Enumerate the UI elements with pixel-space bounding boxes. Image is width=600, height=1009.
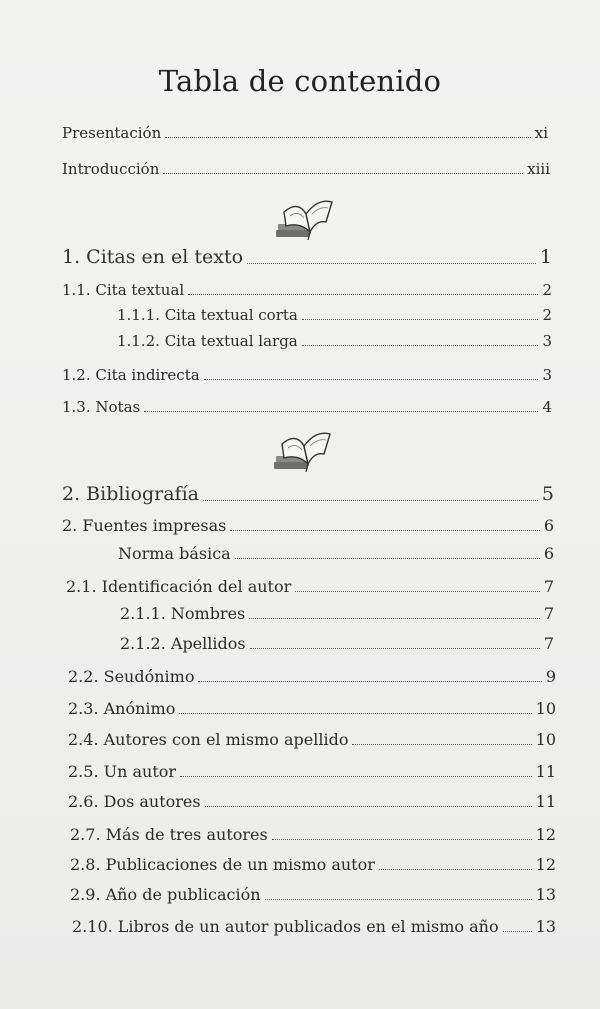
toc-label: 1.1.1. Cita textual corta bbox=[117, 306, 298, 324]
open-book-icon bbox=[268, 424, 334, 474]
leader-dots bbox=[265, 899, 532, 900]
leader-dots bbox=[188, 294, 538, 295]
toc-label: 1.1.2. Cita textual larga bbox=[117, 332, 298, 350]
toc-page-number: 2 bbox=[542, 281, 552, 299]
leader-dots bbox=[302, 319, 539, 320]
toc-label: 2.1.2. Apellidos bbox=[120, 634, 246, 653]
toc-label: 2.10. Libros de un autor publicados en el mismo año bbox=[72, 917, 499, 936]
toc-entry bbox=[70, 825, 556, 844]
toc-page-number: 6 bbox=[543, 516, 554, 535]
leader-dots bbox=[302, 345, 539, 346]
toc-entry bbox=[117, 306, 552, 324]
toc-page-number: 11 bbox=[535, 792, 556, 811]
toc-entry bbox=[62, 366, 552, 384]
toc-page-number: 10 bbox=[535, 699, 556, 718]
leader-dots bbox=[180, 776, 532, 777]
open-book-icon bbox=[270, 192, 336, 242]
leader-dots bbox=[379, 869, 532, 870]
toc-label: 2.5. Un autor bbox=[68, 762, 177, 781]
toc-label: Norma básica bbox=[118, 544, 231, 563]
toc-entry bbox=[70, 885, 556, 904]
toc-label: 1. Citas en el texto bbox=[62, 246, 244, 268]
leader-dots bbox=[249, 618, 540, 619]
leader-dots bbox=[163, 173, 523, 174]
toc-label: 2. Bibliografía bbox=[62, 483, 199, 505]
leader-dots bbox=[144, 411, 538, 412]
toc-entry bbox=[68, 699, 556, 718]
toc-entry bbox=[68, 792, 556, 811]
toc-label: 2. Fuentes impresas bbox=[62, 516, 227, 535]
toc-page-number: 6 bbox=[543, 544, 554, 563]
toc-page-number: 11 bbox=[535, 762, 556, 781]
toc-entry bbox=[66, 577, 554, 596]
toc-page-number: 13 bbox=[535, 885, 556, 904]
toc-chapter-2 bbox=[62, 483, 554, 505]
toc-entry bbox=[68, 762, 556, 781]
toc-label: 1.2. Cita indirecta bbox=[62, 366, 200, 384]
toc-page-number: 13 bbox=[535, 917, 556, 936]
toc-page-number: xiii bbox=[527, 160, 550, 178]
toc-entry-presentacion bbox=[62, 124, 548, 142]
leader-dots bbox=[272, 839, 532, 840]
toc-label: 2.6. Dos autores bbox=[68, 792, 201, 811]
toc-label: 2.9. Año de publicación bbox=[70, 885, 261, 904]
toc-page-number: 3 bbox=[542, 332, 552, 350]
toc-entry bbox=[62, 398, 552, 416]
toc-label: 2.7. Más de tres autores bbox=[70, 825, 268, 844]
leader-dots bbox=[203, 500, 538, 501]
toc-page-number: 12 bbox=[535, 825, 556, 844]
leader-dots bbox=[198, 681, 541, 682]
leader-dots bbox=[230, 530, 539, 531]
toc-page-number: 7 bbox=[543, 604, 554, 623]
leader-dots bbox=[503, 931, 532, 932]
leader-dots bbox=[205, 806, 532, 807]
toc-page-number: 7 bbox=[543, 577, 554, 596]
toc-page-number: 7 bbox=[543, 634, 554, 653]
toc-label: 1.1. Cita textual bbox=[62, 281, 185, 299]
toc-label: 2.1. Identificación del autor bbox=[66, 577, 292, 596]
toc-entry bbox=[120, 634, 554, 653]
toc-entry bbox=[68, 667, 556, 686]
toc-label: Presentación bbox=[62, 124, 162, 142]
toc-label: 2.1.1. Nombres bbox=[120, 604, 246, 623]
toc-entry bbox=[72, 917, 556, 936]
toc-label: 1.3. Notas bbox=[62, 398, 141, 416]
toc-page-number: 9 bbox=[545, 667, 556, 686]
toc-label: Introducción bbox=[62, 160, 160, 178]
leader-dots bbox=[295, 591, 540, 592]
leader-dots bbox=[179, 713, 531, 714]
toc-label: 2.2. Seudónimo bbox=[68, 667, 195, 686]
leader-dots bbox=[247, 263, 536, 264]
toc-entry bbox=[117, 332, 552, 350]
toc-chapter-1 bbox=[62, 246, 552, 268]
toc-entry bbox=[62, 281, 552, 299]
toc-label: 2.8. Publicaciones de un mismo autor bbox=[70, 855, 375, 874]
toc-entry bbox=[118, 544, 554, 563]
toc-page-number: 5 bbox=[541, 483, 554, 505]
toc-page-number: 1 bbox=[539, 246, 552, 268]
toc-entry bbox=[70, 855, 556, 874]
leader-dots bbox=[235, 558, 540, 559]
page-title: Tabla de contenido bbox=[158, 64, 442, 98]
toc-entry bbox=[120, 604, 554, 623]
toc-entry-introduccion bbox=[62, 160, 550, 178]
toc-label: 2.3. Anónimo bbox=[68, 699, 176, 718]
toc-label: 2.4. Autores con el mismo apellido bbox=[68, 730, 349, 749]
toc-page-number: 2 bbox=[542, 306, 552, 324]
toc-page-number: 4 bbox=[542, 398, 552, 416]
leader-dots bbox=[204, 379, 539, 380]
toc-page-number: 12 bbox=[535, 855, 556, 874]
toc-entry bbox=[62, 516, 554, 535]
leader-dots bbox=[250, 648, 540, 649]
toc-entry bbox=[68, 730, 556, 749]
toc-page-number: 3 bbox=[542, 366, 552, 384]
toc-page-number: 10 bbox=[535, 730, 556, 749]
toc-page-number: xi bbox=[534, 124, 548, 142]
leader-dots bbox=[352, 744, 531, 745]
leader-dots bbox=[165, 137, 530, 138]
